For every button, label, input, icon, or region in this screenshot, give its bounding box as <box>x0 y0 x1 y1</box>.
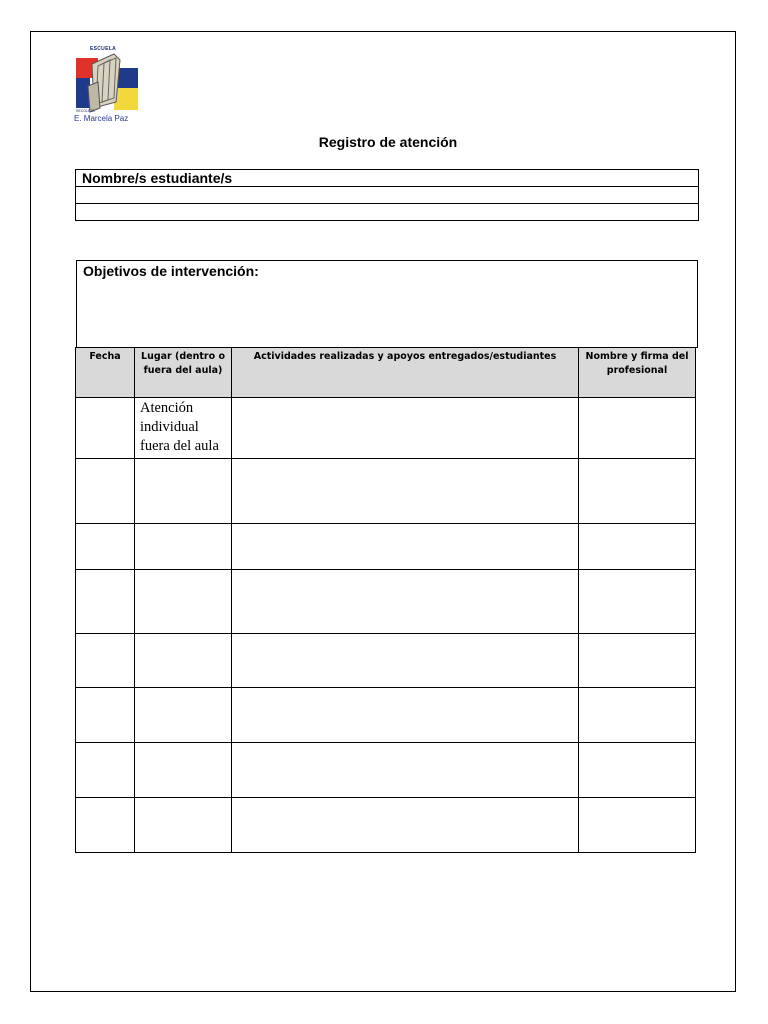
cell-fecha[interactable] <box>76 688 135 743</box>
cell-actividades[interactable] <box>232 634 579 688</box>
objectives-label: Objetivos de intervención: <box>83 263 259 279</box>
cell-fecha[interactable] <box>76 634 135 688</box>
cell-lugar[interactable] <box>135 798 232 853</box>
cell-actividades[interactable] <box>232 798 579 853</box>
logo-top-text: ESCUELA <box>90 46 116 52</box>
logo-small-text: RECOLETA <box>76 109 95 113</box>
header-firma: Nombre y firma del profesional <box>579 348 696 398</box>
header-fecha: Fecha <box>76 348 135 398</box>
objectives-box[interactable] <box>76 260 698 348</box>
table-row <box>76 798 696 853</box>
student-name-row[interactable] <box>76 187 699 204</box>
cell-actividades[interactable] <box>232 524 579 570</box>
table-row <box>76 688 696 743</box>
students-header: Nombre/s estudiante/s <box>76 170 699 187</box>
cell-firma[interactable] <box>579 459 696 524</box>
student-name-row[interactable] <box>76 204 699 221</box>
cell-firma[interactable] <box>579 524 696 570</box>
table-row <box>76 634 696 688</box>
document-title-wrap <box>0 134 768 150</box>
cell-fecha[interactable] <box>76 798 135 853</box>
cell-lugar[interactable] <box>135 743 232 798</box>
students-table <box>75 169 699 221</box>
cell-lugar[interactable] <box>135 634 232 688</box>
cell-actividades[interactable] <box>232 688 579 743</box>
document-title: Registro de atención <box>318 134 458 150</box>
cell-fecha[interactable] <box>76 459 135 524</box>
cell-fecha[interactable] <box>76 570 135 634</box>
header-lugar: Lugar (dentro o fuera del aula) <box>135 348 232 398</box>
cell-firma[interactable] <box>579 688 696 743</box>
cell-fecha[interactable] <box>76 743 135 798</box>
cell-actividades[interactable] <box>232 570 579 634</box>
cell-firma[interactable] <box>579 570 696 634</box>
cell-firma[interactable] <box>579 634 696 688</box>
register-table <box>75 347 696 853</box>
cell-lugar[interactable]: Atención individual fuera del aula <box>135 398 232 459</box>
table-row <box>76 570 696 634</box>
cell-lugar[interactable] <box>135 570 232 634</box>
cell-lugar[interactable] <box>135 459 232 524</box>
cell-actividades[interactable] <box>232 743 579 798</box>
cell-actividades[interactable] <box>232 459 579 524</box>
cell-firma[interactable] <box>579 743 696 798</box>
table-row <box>76 524 696 570</box>
table-row <box>76 743 696 798</box>
logo-school-name: E. Marcela Paz <box>74 114 129 123</box>
table-row <box>76 398 696 459</box>
cell-firma[interactable] <box>579 798 696 853</box>
cell-firma[interactable] <box>579 398 696 459</box>
cell-lugar[interactable] <box>135 524 232 570</box>
cell-fecha[interactable] <box>76 398 135 459</box>
cell-fecha[interactable] <box>76 524 135 570</box>
table-row <box>76 459 696 524</box>
cell-lugar[interactable] <box>135 688 232 743</box>
header-actividades: Actividades realizadas y apoyos entregados/estudiantes <box>232 348 579 398</box>
cell-actividades[interactable] <box>232 398 579 459</box>
